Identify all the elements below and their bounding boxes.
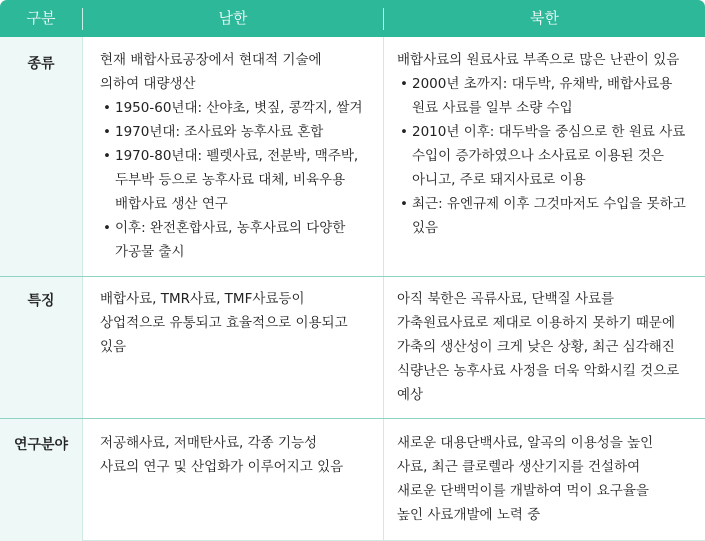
north-features-cell [397,287,703,407]
text-line: 의하여 대량생산 [100,76,196,92]
text-line: 가축원료사료로 제대로 이용하지 못하기 때문에 [397,315,675,331]
table-row-type [0,37,705,277]
south-features-cell [100,287,380,359]
text-line: 있음 [100,339,127,355]
text-line: 사료, 최근 클로렐라 생산기지를 건설하여 [397,459,641,475]
text-line: 배합사료, TMR사료, TMF사료등이 [100,291,305,307]
text-line: 사료의 연구 및 산업화가 이루어지고 있음 [100,459,344,475]
list-item: • 1970-80년대: 펠렛사료, 전분박, 맥주박, 두부박 등으로 농후사료 대체, 비육우용 배합사료 생산 연구 [100,144,380,216]
list-item: • 2000년 초까지: 대두박, 유채박, 배합사료용 원료 사료를 일부 소량 수입 [397,72,703,120]
text-line: 예상 [397,387,424,403]
table-header [0,0,705,37]
text-line: 상업적으로 유통되고 효율적으로 이용되고 [100,315,348,331]
text-line: 새로운 단백먹이를 개발하여 먹이 요구율을 [397,483,649,499]
list-item: • 이후: 완전혼합사료, 농후사료의 다양한 가공물 출시 [100,216,380,264]
north-type-list [397,72,703,240]
header-category: 구분 [26,9,56,27]
text-line: 가축의 생산성이 크게 낮은 상황, 최근 심각해진 [397,339,675,355]
row-label-type: 종류 [27,56,55,72]
south-type-cell [100,48,380,264]
south-type-list [100,96,380,264]
text-line: 아직 북한은 곡류사료, 단백질 사료를 [397,291,615,307]
table-row-research [0,419,705,541]
header-south-korea: 남한 [218,9,248,27]
text-line: 현재 배합사료공장에서 현대적 기술에 [100,52,322,68]
list-item: • 1970년대: 조사료와 농후사료 혼합 [100,120,380,144]
table-row-features [0,277,705,419]
text-line: 새로운 대용단백사료, 알곡의 이용성을 높인 [397,435,654,451]
header-north-korea: 북한 [530,9,559,27]
north-research-cell [397,431,703,527]
row-label-features: 특징 [27,293,55,309]
south-research-cell [100,431,380,479]
text-line: 식량난은 농후사료 사정을 더욱 악화시킬 것으로 [397,363,680,379]
text-line: 배합사료의 원료사료 부족으로 많은 난관이 있음 [397,52,680,68]
text-line: 높인 사료개발에 노력 중 [397,507,541,523]
list-item: • 2010년 이후: 대두박을 중심으로 한 원료 사료 수입이 증가하였으나 소사료로 이용된 것은 아니고, 주로 돼지사료로 이용 [397,120,703,192]
list-item: • 1950-60년대: 산야초, 볏짚, 콩깍지, 쌀겨 [100,96,380,120]
list-item: • 최근: 유엔규제 이후 그것마저도 수입을 못하고 있음 [397,192,703,240]
north-type-cell [397,48,703,240]
text-line: 저공해사료, 저매탄사료, 각종 기능성 [100,435,318,451]
row-label-research: 연구분야 [13,437,69,453]
